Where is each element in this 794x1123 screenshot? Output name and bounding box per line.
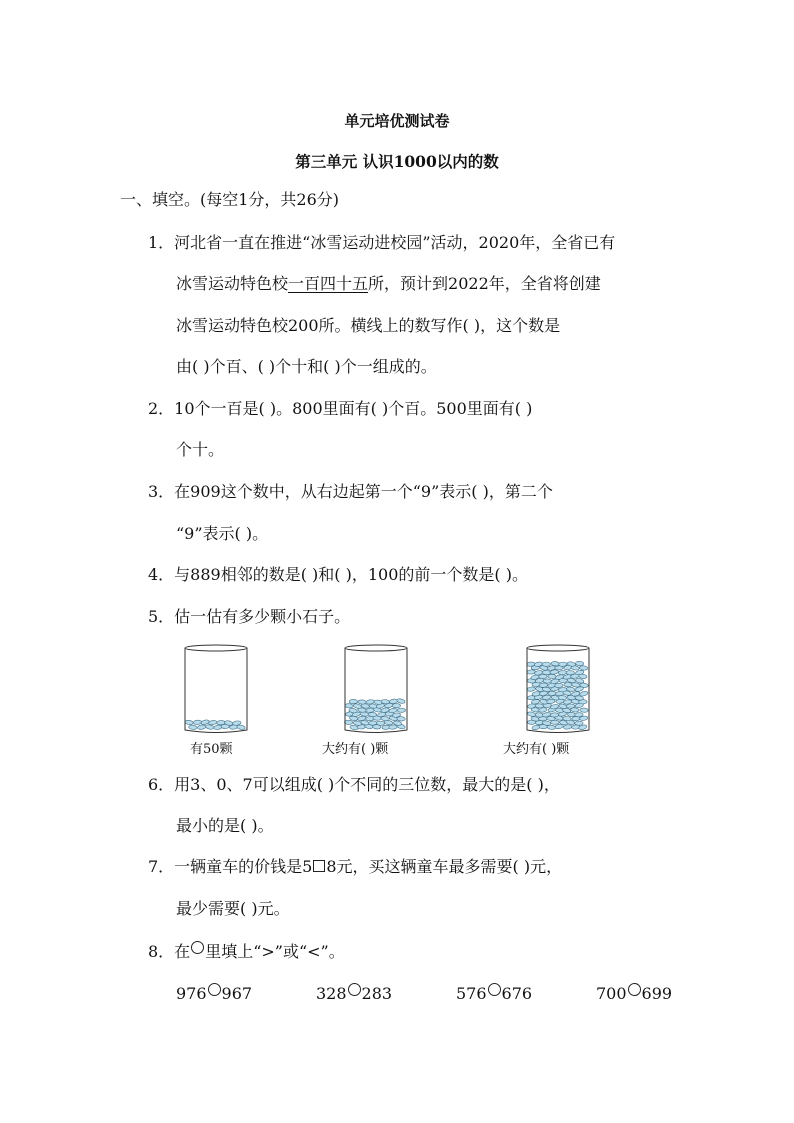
comparison-3-right: 676 bbox=[501, 984, 533, 1003]
q8-line1-pre: 8．在 bbox=[148, 942, 191, 961]
stone bbox=[539, 674, 548, 679]
q7-line1-pre: 7．一辆童车的价钱是5 bbox=[148, 857, 313, 876]
jar-2-label: 大约有( )颗 bbox=[322, 742, 389, 757]
stone bbox=[344, 720, 353, 725]
stone bbox=[389, 725, 398, 730]
stone bbox=[381, 699, 390, 704]
comparison-1 bbox=[176, 983, 252, 1004]
stone bbox=[527, 686, 536, 692]
stone bbox=[369, 721, 378, 726]
stone bbox=[193, 720, 202, 725]
stone bbox=[566, 704, 574, 708]
jar-1-label: 有50颗 bbox=[190, 742, 233, 757]
q1-line2-post: 所，预计到2022年，全省将创建 bbox=[368, 274, 601, 293]
stone bbox=[349, 699, 357, 703]
q4-line1: 4．与889相邻的数是( )和( )，100的前一个数是( )。 bbox=[148, 565, 528, 584]
q6-line1: 6．用3、0、7可以组成( )个不同的三位数，最大的是( )， bbox=[148, 775, 560, 794]
comparison-4-left: 700 bbox=[596, 984, 627, 1003]
comparison-circle-icon[interactable] bbox=[208, 983, 221, 996]
q1-line2 bbox=[176, 274, 601, 294]
stone bbox=[548, 674, 557, 679]
stone bbox=[535, 704, 544, 709]
stone bbox=[358, 700, 367, 705]
stone bbox=[217, 720, 226, 725]
comparison-circle-icon[interactable] bbox=[628, 983, 641, 996]
comparison-3-left: 576 bbox=[456, 984, 487, 1003]
stone bbox=[550, 713, 559, 718]
stone bbox=[392, 704, 400, 708]
section-heading: 一、填空。(每空1分，共26分) bbox=[120, 190, 340, 209]
q7-line1 bbox=[148, 857, 562, 877]
q7-line1-post: 8元，买这辆童车最多需要( )元， bbox=[326, 857, 563, 876]
stone bbox=[185, 720, 194, 725]
q1-line4: 由( )个百、( )个十和( )个一组成的。 bbox=[176, 357, 437, 376]
jar-3 bbox=[522, 643, 594, 735]
comparison-2-left: 328 bbox=[316, 984, 347, 1003]
stone bbox=[388, 708, 397, 714]
jar-2 bbox=[340, 643, 412, 735]
comparison-circle-icon[interactable] bbox=[488, 983, 501, 996]
jar-rim bbox=[527, 645, 589, 651]
comparison-4-right: 699 bbox=[641, 984, 673, 1003]
q8-line1 bbox=[148, 941, 345, 962]
unit-subtitle: 第三单元 认识1000以内的数 bbox=[295, 152, 499, 171]
q2-line2: 个十。 bbox=[176, 440, 225, 459]
stone bbox=[526, 662, 535, 667]
stone bbox=[559, 662, 568, 667]
q2-line1: 2．10个一百是( )。800里面有( )个百。500里面有( ) bbox=[148, 399, 533, 418]
q8-line1-post: 里填上“>”或“<”。 bbox=[205, 942, 345, 961]
q1-line2-pre: 冰雪运动特色校 bbox=[176, 274, 289, 293]
stone bbox=[548, 691, 556, 695]
stone bbox=[551, 661, 560, 666]
q1-line1: 1．河北省一直在推进“冰雪运动进校园”活动，2020年，全省已有 bbox=[148, 233, 616, 252]
stone bbox=[566, 671, 574, 675]
q1-underlined-number: 一百四十五 bbox=[288, 274, 369, 293]
stone bbox=[542, 670, 551, 674]
stone bbox=[580, 708, 589, 713]
comparison-1-right: 967 bbox=[221, 984, 253, 1003]
stone bbox=[188, 725, 197, 730]
stone bbox=[543, 679, 551, 683]
q1-line3: 冰雪运动特色校200所。横线上的数写作( )，这个数是 bbox=[176, 316, 561, 335]
stone bbox=[376, 721, 385, 725]
stone bbox=[564, 683, 572, 687]
stone bbox=[575, 712, 584, 717]
q6-line2: 最小的是( )。 bbox=[176, 816, 274, 835]
page-title: 单元培优测试卷 bbox=[344, 112, 450, 130]
stone bbox=[558, 670, 567, 675]
comparison-1-left: 976 bbox=[176, 984, 207, 1003]
q7-line2: 最少需要( )元。 bbox=[176, 899, 290, 918]
stone bbox=[555, 683, 564, 688]
jar-3-label: 大约有( )颗 bbox=[503, 742, 570, 757]
jar-1 bbox=[180, 643, 252, 735]
q3-line1: 3．在909这个数中，从右边起第一个“9”表示( )，第二个 bbox=[148, 482, 553, 501]
stone bbox=[368, 712, 377, 717]
jar-rim bbox=[185, 645, 247, 651]
stone bbox=[389, 699, 398, 704]
q3-line2: “9”表示( )。 bbox=[176, 524, 269, 543]
circle-icon bbox=[191, 941, 204, 954]
stone bbox=[397, 708, 405, 712]
comparison-circle-icon[interactable] bbox=[348, 983, 361, 996]
comparison-3 bbox=[456, 983, 532, 1004]
stone bbox=[542, 662, 551, 667]
stone bbox=[345, 703, 354, 708]
stone bbox=[575, 661, 584, 666]
jar-body bbox=[185, 648, 247, 733]
stone bbox=[208, 720, 217, 725]
jar-rim bbox=[345, 645, 407, 651]
comparison-2 bbox=[316, 983, 392, 1004]
stone bbox=[396, 698, 405, 704]
comparison-2-right: 283 bbox=[361, 984, 393, 1003]
blank-square-icon bbox=[313, 860, 325, 872]
comparison-4 bbox=[596, 983, 672, 1004]
stone bbox=[197, 724, 206, 729]
stone bbox=[200, 719, 209, 725]
stone bbox=[579, 665, 588, 670]
stone bbox=[575, 721, 583, 725]
stone bbox=[353, 720, 362, 726]
stone bbox=[579, 691, 588, 697]
q5-line1: 5．估一估有多少颗小石子。 bbox=[148, 607, 351, 626]
